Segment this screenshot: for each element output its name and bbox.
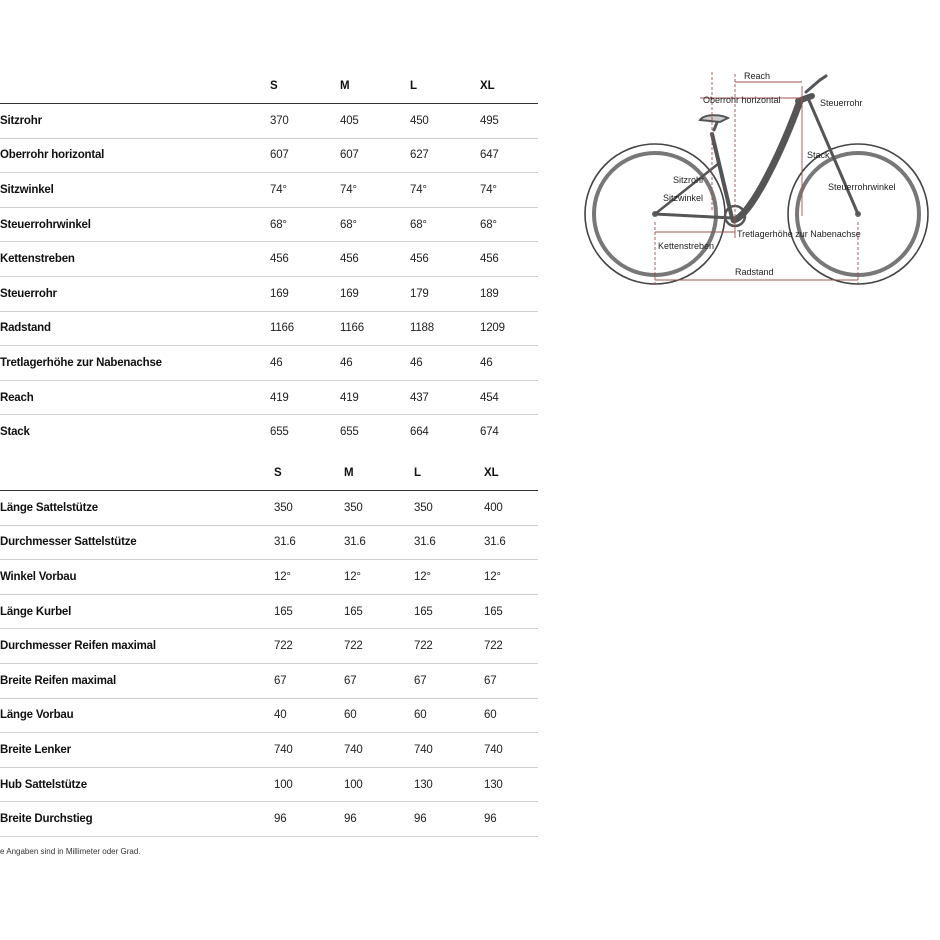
cell-m: 46: [328, 346, 398, 381]
cell-m: 31.6: [328, 525, 398, 560]
table-row: [0, 207, 538, 242]
table-row: [0, 629, 538, 664]
row-label: Oberrohr horizontal: [0, 138, 258, 173]
cell-xl: 67: [468, 663, 538, 698]
cell-m: 740: [328, 733, 398, 768]
table-row: [0, 311, 538, 346]
cell-xl: 12°: [468, 560, 538, 595]
table-row: [0, 698, 538, 733]
cell-m: 1166: [328, 311, 398, 346]
cell-m: 655: [340, 426, 359, 439]
header-size-l: L: [398, 68, 468, 104]
cell-xl: 68°: [468, 207, 538, 242]
cell-s: 31.6: [258, 525, 328, 560]
cell-m: 96: [328, 802, 398, 837]
row-label: Durchmesser Sattelstütze: [0, 525, 258, 560]
table-row: [0, 380, 538, 415]
cell-l: 96: [398, 802, 468, 837]
cell-l: 450: [398, 104, 468, 139]
label-sitzrohr: Sitzrohr: [673, 175, 705, 185]
cell-xl: 647: [468, 138, 538, 173]
row-label: Reach: [0, 380, 258, 415]
cell-s: 100: [258, 767, 328, 802]
header-size-s: S: [258, 455, 328, 491]
row-label: Steuerrohrwinkel: [0, 207, 258, 242]
cell-s: 350: [258, 491, 328, 526]
cell-l: 46: [398, 346, 468, 381]
cell-m: 67: [328, 663, 398, 698]
table-row: [0, 663, 538, 698]
cell-m: 405: [328, 104, 398, 139]
cell-xl: 46: [468, 346, 538, 381]
table-row: [0, 138, 538, 173]
cell-s: 456: [258, 242, 328, 277]
cell-l: 60: [398, 698, 468, 733]
row-label: Kettenstreben: [0, 242, 258, 277]
row-label: Tretlagerhöhe zur Nabenachse: [0, 346, 258, 381]
row-label: Länge Vorbau: [0, 698, 258, 733]
cell-l: 740: [398, 733, 468, 768]
label-kettenstreben: Kettenstreben: [658, 241, 715, 251]
header-label: [0, 455, 258, 491]
cell-xl: 60: [468, 698, 538, 733]
cell-s: 419: [258, 380, 328, 415]
row-label: Stack: [0, 426, 30, 439]
cell-s: 722: [258, 629, 328, 664]
cell-s: 740: [258, 733, 328, 768]
table-row: [0, 276, 538, 311]
table-row: [0, 594, 538, 629]
cell-s: 169: [258, 276, 328, 311]
cell-m: 419: [328, 380, 398, 415]
label-steuerrohrwinkel: Steuerrohrwinkel: [828, 182, 896, 192]
cell-xl: 130: [468, 767, 538, 802]
cell-m: 60: [328, 698, 398, 733]
cell-s: 655: [270, 426, 289, 439]
header-size-m: M: [328, 455, 398, 491]
cell-m: 165: [328, 594, 398, 629]
row-label: Länge Sattelstütze: [0, 491, 258, 526]
cell-s: 96: [258, 802, 328, 837]
cell-s: 165: [258, 594, 328, 629]
cell-m: 12°: [328, 560, 398, 595]
table-row: [0, 802, 538, 837]
cell-l: 67: [398, 663, 468, 698]
cell-xl: 74°: [468, 173, 538, 208]
cell-l: 722: [398, 629, 468, 664]
header-size-xl: XL: [468, 68, 538, 104]
row-label: Hub Sattelstütze: [0, 767, 258, 802]
row-label: Radstand: [0, 311, 258, 346]
cell-l: 627: [398, 138, 468, 173]
table-row: [0, 173, 538, 208]
label-oberrohr-horizontal: Oberrohr horizontal: [703, 95, 781, 105]
cell-xl: 722: [468, 629, 538, 664]
cell-l: 12°: [398, 560, 468, 595]
cell-s: 46: [258, 346, 328, 381]
cell-xl: 1209: [468, 311, 538, 346]
cell-xl: 31.6: [468, 525, 538, 560]
cell-l: 165: [398, 594, 468, 629]
label-sitzwinkel: Sitzwinkel: [663, 193, 704, 203]
header-size-xl: XL: [468, 455, 538, 491]
cell-xl: 674: [480, 426, 499, 439]
cell-l: 74°: [398, 173, 468, 208]
row-label: Länge Kurbel: [0, 594, 258, 629]
footnote: e Angaben sind in Millimeter oder Grad.: [0, 847, 141, 856]
label-reach: Reach: [744, 71, 771, 81]
cell-m: 456: [328, 242, 398, 277]
cell-m: 100: [328, 767, 398, 802]
table-row: [0, 767, 538, 802]
cell-s: 74°: [258, 173, 328, 208]
table-row: [0, 346, 538, 381]
cell-l: 350: [398, 491, 468, 526]
cell-l: 31.6: [398, 525, 468, 560]
geometry-table-main: [0, 68, 538, 449]
cell-l: 179: [398, 276, 468, 311]
cell-m: 350: [328, 491, 398, 526]
cell-m: 607: [328, 138, 398, 173]
header-size-l: L: [398, 455, 468, 491]
cell-s: 68°: [258, 207, 328, 242]
cell-m: 722: [328, 629, 398, 664]
cell-s: 370: [258, 104, 328, 139]
table-row: [0, 104, 538, 139]
cell-xl: 189: [468, 276, 538, 311]
cell-l: 130: [398, 767, 468, 802]
cell-xl: 400: [468, 491, 538, 526]
table-row: [0, 560, 538, 595]
cell-l: 437: [398, 380, 468, 415]
label-tretlagerhoehe: Tretlagerhöhe zur Nabenachse: [737, 229, 861, 239]
row-label: Durchmesser Reifen maximal: [0, 629, 258, 664]
cell-l: 68°: [398, 207, 468, 242]
cell-m: 68°: [328, 207, 398, 242]
header-size-m: M: [328, 68, 398, 104]
cell-xl: 165: [468, 594, 538, 629]
bike-geometry-diagram: [580, 66, 930, 291]
cell-l: 1188: [398, 311, 468, 346]
label-stack: Stack: [807, 150, 830, 160]
label-steuerrohr: Steuerrohr: [820, 98, 863, 108]
table-row: [0, 525, 538, 560]
cell-s: 67: [258, 663, 328, 698]
cell-l: 664: [410, 426, 429, 439]
row-label: Winkel Vorbau: [0, 560, 258, 595]
row-label: Sitzwinkel: [0, 173, 258, 208]
table-row: [0, 242, 538, 277]
table-header-row: [0, 455, 538, 491]
cell-s: 1166: [258, 311, 328, 346]
row-label: Breite Lenker: [0, 733, 258, 768]
header-label: [0, 68, 258, 104]
cell-xl: 96: [468, 802, 538, 837]
header-size-s: S: [258, 68, 328, 104]
cell-s: 607: [258, 138, 328, 173]
cell-xl: 456: [468, 242, 538, 277]
cell-xl: 740: [468, 733, 538, 768]
geometry-table-components: [0, 455, 538, 837]
cell-l: 456: [398, 242, 468, 277]
cell-m: 169: [328, 276, 398, 311]
cell-s: 40: [258, 698, 328, 733]
cell-xl: 495: [468, 104, 538, 139]
table-row: [0, 491, 538, 526]
table-header-row: [0, 68, 538, 104]
table-row: [0, 733, 538, 768]
cell-s: 12°: [258, 560, 328, 595]
row-label: Steuerrohr: [0, 276, 258, 311]
cell-xl: 454: [468, 380, 538, 415]
diagram-labels: [658, 71, 896, 277]
row-label: Breite Durchstieg: [0, 802, 258, 837]
row-label: Breite Reifen maximal: [0, 663, 258, 698]
cell-m: 74°: [328, 173, 398, 208]
table-row: [0, 415, 538, 449]
label-radstand: Radstand: [735, 267, 774, 277]
row-label: Sitzrohr: [0, 104, 258, 139]
